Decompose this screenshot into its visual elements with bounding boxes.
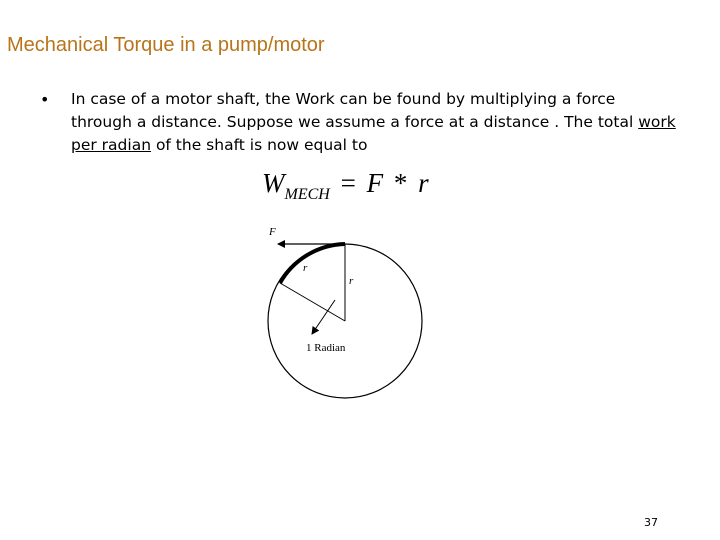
radian-label: 1 Radian (306, 342, 346, 354)
formula-times: * (393, 168, 408, 198)
radian-pointer-arrow (312, 300, 335, 334)
bullet-text-before: In case of a motor shaft, the Work can be found by multiplying a force through a distance. Suppose we assume a force at a distance . The total (71, 90, 639, 131)
arc-highlight (280, 244, 345, 283)
formula-force: F (366, 168, 384, 198)
radius-label: r (349, 275, 354, 287)
slide-title: Mechanical Torque in a pump/motor (7, 34, 325, 56)
radius-line-angled (280, 283, 345, 321)
formula-lhs: W (262, 168, 285, 198)
bullet-text-after: of the shaft is now equal to (151, 136, 368, 154)
formula-equals: = (340, 168, 356, 198)
formula-subscript: MECH (284, 186, 330, 203)
formula-radius: r (418, 168, 429, 198)
arc-label: r (303, 262, 308, 274)
bullet-text-underlined: work per radian (71, 113, 676, 154)
force-label: F (269, 226, 276, 238)
bullet-dot: • (40, 90, 50, 109)
page-number: 37 (644, 516, 658, 529)
